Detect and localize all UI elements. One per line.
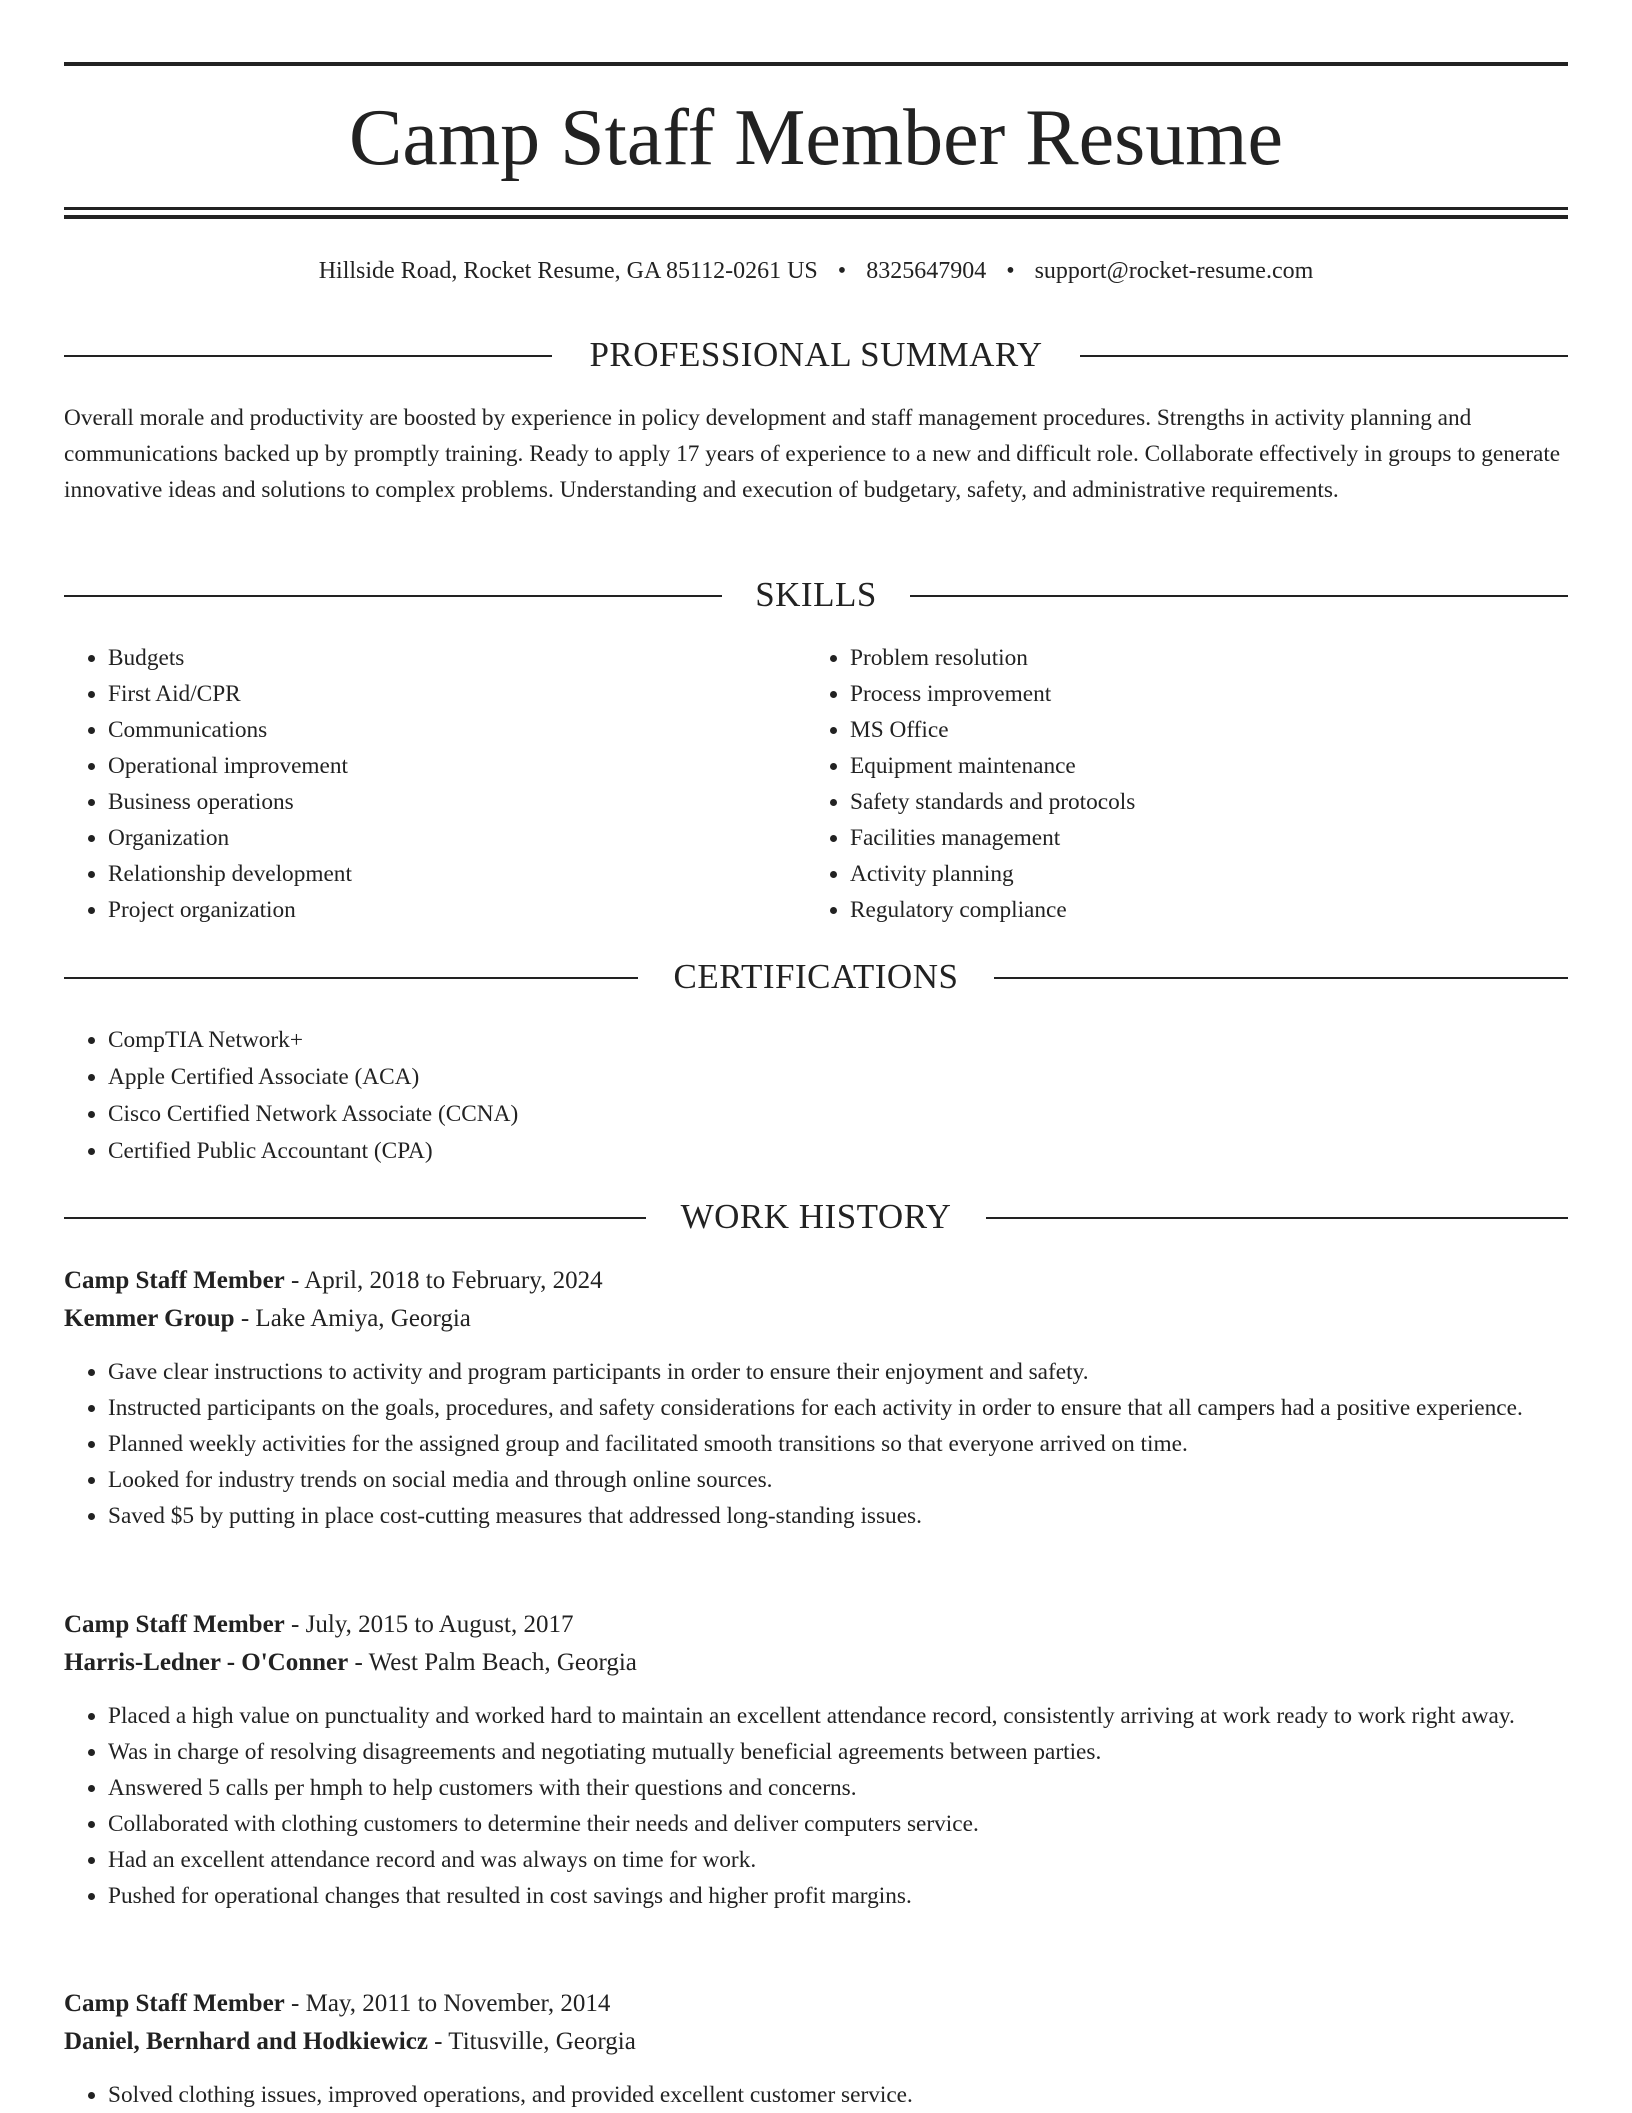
job-bullet-item: • Gave clear instructions to activity and program participants in order to ensure their enjoyment and safety. [108, 1354, 1568, 1390]
skills-list-left [64, 640, 764, 928]
job-bullet-item: • Looked for industry trends on social media and through online sources. [108, 1462, 1568, 1498]
skill-item: • Operational improvement [108, 748, 764, 784]
contact-line [64, 254, 1568, 288]
skill-item: • Regulatory compliance [850, 892, 1506, 928]
job-location: - Titusville, Georgia [427, 2028, 636, 2055]
skill-item: • Equipment maintenance [850, 748, 1506, 784]
certifications-heading-label: CERTIFICATIONS [673, 957, 959, 996]
job-bullet-item: • Pushed for operational changes that resulted in cost savings and higher profit margins. [108, 1878, 1568, 1914]
skills-heading [64, 575, 1568, 615]
certification-item: • CompTIA Network+ [108, 1022, 1568, 1059]
job-dates: - May, 2011 to November, 2014 [284, 1990, 611, 2017]
certifications-block [64, 1022, 1568, 1170]
job-entry [64, 1262, 1568, 1534]
page-title: Camp Staff Member Resume [349, 94, 1283, 182]
certification-item: • Certified Public Accountant (CPA) [108, 1133, 1568, 1170]
contact-email: support@rocket-resume.com [1034, 258, 1314, 284]
job-bullet-item: • Solved clothing issues, improved operations, and provided excellent customer service. [108, 2077, 1568, 2113]
skill-item: • Budgets [108, 640, 764, 676]
job-dates: - April, 2018 to February, 2024 [284, 1267, 603, 1294]
skill-item: • Project organization [108, 892, 764, 928]
job-company-line [64, 2023, 1568, 2061]
job-company-line [64, 1644, 1568, 1682]
skill-item: • Relationship development [108, 856, 764, 892]
summary-heading [64, 335, 1568, 375]
skill-item: • Communications [108, 712, 764, 748]
certifications-heading [64, 957, 1568, 997]
top-rule [64, 62, 1568, 66]
job-title: Camp Staff Member [64, 1990, 285, 2017]
certification-item: • Apple Certified Associate (ACA) [108, 1059, 1568, 1096]
skills-column-right [806, 640, 1506, 928]
title-rule-lower [64, 215, 1568, 219]
job-title-line [64, 1606, 1568, 1644]
job-bullet-item: • Collaborated with clothing customers to determine their needs and deliver computers service. [108, 1806, 1568, 1842]
certifications-list [64, 1022, 1568, 1170]
job-title: Camp Staff Member [64, 1267, 285, 1294]
contact-separator: • [837, 258, 847, 284]
skill-item: • Problem resolution [850, 640, 1506, 676]
summary-text: Overall morale and productivity are boosted by experience in policy development and staff management procedures. Strengths in activity planning and communications backed up by promptly training. Ready to apply 17 years of experience to a new and difficult role. Collaborate effectively in groups to generate innovative ideas and solutions to complex problems. Understanding and execution of budgetary, safety, and administrative requirements. [64, 405, 1561, 503]
contact-separator: • [1006, 258, 1015, 284]
job-title: Camp Staff Member [64, 1611, 285, 1638]
skill-item: • Organization [108, 820, 764, 856]
job-bullet-item: • Saved $5 by putting in place cost-cutting measures that addressed long-standing issues. [108, 1498, 1568, 1534]
job-location: - West Palm Beach, Georgia [348, 1649, 637, 1676]
work-history-heading [64, 1197, 1568, 1237]
job-bullet-list [64, 1698, 1568, 1914]
job-location: - Lake Amiya, Georgia [234, 1305, 471, 1332]
skill-item: • First Aid/CPR [108, 676, 764, 712]
skill-item: • Process improvement [850, 676, 1506, 712]
job-bullet-list [64, 2077, 1568, 2113]
job-company: Daniel, Bernhard and Hodkiewicz [64, 2028, 428, 2055]
job-bullet-list [64, 1354, 1568, 1534]
job-bullet-item: • Had an excellent attendance record and was always on time for work. [108, 1842, 1568, 1878]
certification-item: • Cisco Certified Network Associate (CCNA) [108, 1096, 1568, 1133]
job-company: Kemmer Group [64, 1305, 235, 1332]
job-bullet-item: • Answered 5 calls per hmph to help customers with their questions and concerns. [108, 1770, 1568, 1806]
job-dates: - July, 2015 to August, 2017 [284, 1611, 574, 1638]
contact-phone: 8325647904 [866, 258, 987, 284]
skills-heading-label: SKILLS [755, 575, 877, 614]
job-title-line [64, 1985, 1568, 2023]
skill-item: • Business operations [108, 784, 764, 820]
job-company: Harris-Ledner - O'Conner [64, 1649, 349, 1676]
job-bullet-item: • Was in charge of resolving disagreements and negotiating mutually beneficial agreements between parties. [108, 1734, 1568, 1770]
job-bullet-item: • Planned weekly activities for the assigned group and facilitated smooth transitions so that everyone arrived on time. [108, 1426, 1568, 1462]
summary-heading-label: PROFESSIONAL SUMMARY [589, 335, 1043, 374]
skills-list-right [806, 640, 1506, 928]
work-history-heading-label: WORK HISTORY [680, 1197, 952, 1236]
title-rule-upper [64, 207, 1568, 210]
skill-item: • Facilities management [850, 820, 1506, 856]
job-entry [64, 1606, 1568, 1914]
skill-item: • Activity planning [850, 856, 1506, 892]
job-company-line [64, 1300, 1568, 1338]
job-entry [64, 1985, 1568, 2113]
contact-address: Hillside Road, Rocket Resume, GA 85112-0261 US [318, 258, 818, 284]
job-bullet-item: • Placed a high value on punctuality and worked hard to maintain an excellent attendance record, consistently arriving at work ready to work right away. [108, 1698, 1568, 1734]
skills-column-left [64, 640, 764, 928]
job-title-line [64, 1262, 1568, 1300]
skill-item: • Safety standards and protocols [850, 784, 1506, 820]
skill-item: • MS Office [850, 712, 1506, 748]
job-bullet-item: • Instructed participants on the goals, procedures, and safety considerations for each activity in order to ensure that all campers had a positive experience. [108, 1390, 1568, 1426]
